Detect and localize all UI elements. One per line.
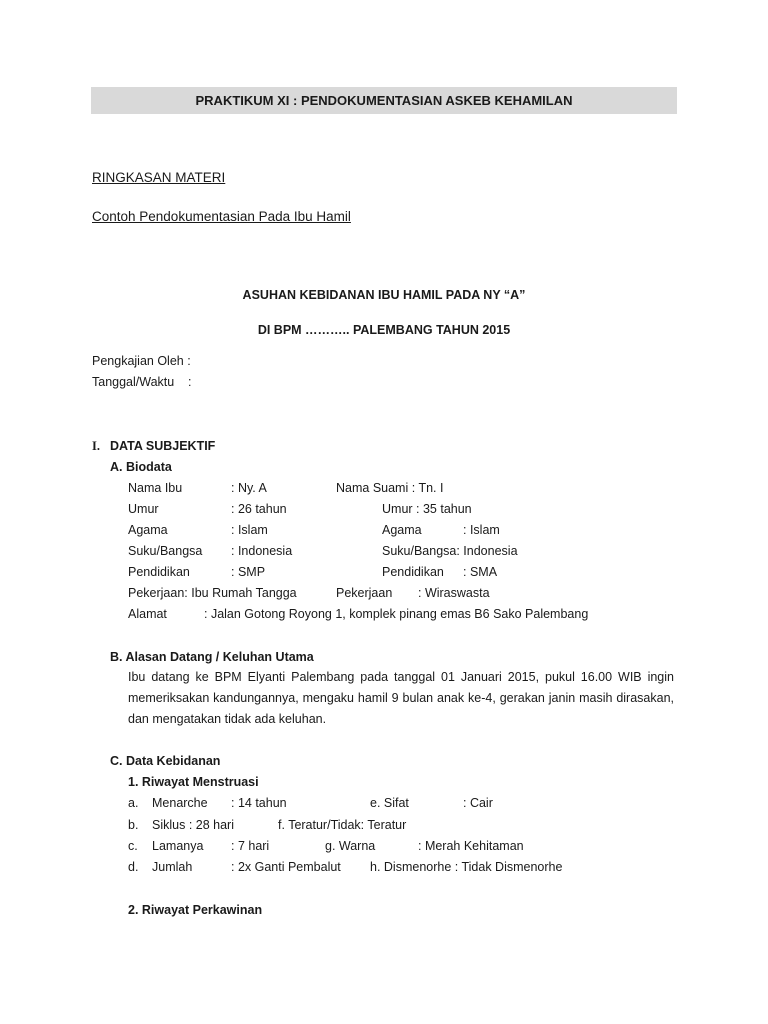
menstruasi-c-letter: c. [128,839,138,853]
menarche-value: : 14 tahun [231,796,287,810]
kebidanan-heading: C. Data Kebidanan [110,754,221,768]
pendidikan-suami-label: Pendidikan [382,565,444,579]
jumlah-value: : 2x Ganti Pembalut [231,860,341,874]
suku-label: Suku/Bangsa [128,544,203,558]
pendidikan-suami-value: : SMA [463,565,498,579]
umur-suami: Umur : 35 tahun [382,502,472,516]
suku-value: : Indonesia [231,544,293,558]
alasan-paragraph: Ibu datang ke BPM Elyanti Palembang pada tanggal 01 Januari 2015, pukul 16.00 WIB ingin memeriksakan kandungannya, mengaku hamil 9 bulan anak ke-4, gerakan janin masih dirasakan, dan mengatakan tidak ada keluhan. [128,670,674,726]
menarche-label: Menarche [152,796,208,810]
ringkasan-materi-heading: RINGKASAN MATERI [92,170,226,185]
nama-suami: Nama Suami : Tn. I [336,481,444,495]
teratur-text: f. Teratur/Tidak: Teratur [278,818,407,832]
alamat-label: Alamat [128,607,167,621]
nama-ibu-label: Nama Ibu [128,481,183,495]
menstruasi-a-letter: a. [128,796,139,810]
tanggal-waktu-label: Tanggal/Waktu [92,375,175,389]
menstruasi-b-letter: b. [128,818,139,832]
nama-ibu-value: : Ny. A [231,481,267,495]
pendidikan-label: Pendidikan [128,565,190,579]
pendidikan-value: : SMP [231,565,266,579]
lamanya-value: : 7 hari [231,839,270,853]
sifat-label: e. Sifat [370,796,409,810]
siklus-text: Siklus : 28 hari [152,818,234,832]
jumlah-label: Jumlah [152,860,193,874]
dismenorhe-text: h. Dismenorhe : Tidak Dismenorhe [370,860,563,874]
bpm-title: DI BPM ……….. PALEMBANG TAHUN 2015 [257,323,511,337]
warna-value: : Merah Kehitaman [418,839,524,853]
umur-label: Umur [128,502,159,516]
document-banner-title: PRAKTIKUM XI : PENDOKUMENTASIAN ASKEB KEHAMILAN [91,87,677,114]
warna-label: g. Warna [325,839,376,853]
tanggal-waktu-colon: : [188,375,192,389]
alasan-heading: B. Alasan Datang / Keluhan Utama [110,650,314,664]
agama-value: : Islam [231,523,268,537]
agama-suami-value: : Islam [463,523,500,537]
section-i-title: DATA SUBJEKTIF [110,439,216,453]
section-i-numeral: I. [92,439,100,453]
sifat-value: : Cair [463,796,493,810]
alamat-value: : Jalan Gotong Royong 1, komplek pinang emas B6 Sako Palembang [204,607,589,621]
agama-label: Agama [128,523,168,537]
contoh-heading: Contoh Pendokumentasian Pada Ibu Hamil [92,209,351,224]
pekerjaan-suami-label: Pekerjaan [336,586,393,600]
suku-suami: Suku/Bangsa: Indonesia [382,544,518,558]
pengkajian-oleh-label: Pengkajian Oleh : [92,354,191,368]
menstruasi-d-letter: d. [128,860,139,874]
biodata-heading: A. Biodata [110,460,172,474]
umur-value: : 26 tahun [231,502,287,516]
asuhan-title: ASUHAN KEBIDANAN IBU HAMIL PADA NY “A” [242,288,526,302]
menstruasi-heading: 1. Riwayat Menstruasi [128,775,259,789]
pekerjaan-ibu: Pekerjaan: Ibu Rumah Tangga [128,586,297,600]
perkawinan-heading: 2. Riwayat Perkawinan [128,903,263,917]
pekerjaan-suami-value: : Wiraswasta [418,586,490,600]
agama-suami-label: Agama [382,523,422,537]
lamanya-label: Lamanya [152,839,204,853]
